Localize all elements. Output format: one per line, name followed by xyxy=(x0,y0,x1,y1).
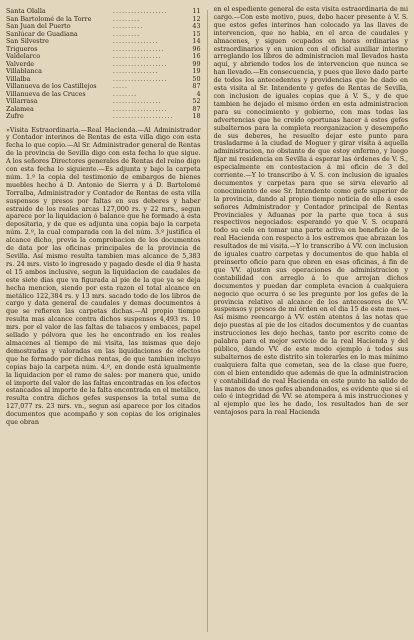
place-name: Valverde xyxy=(6,59,35,68)
place-name: San Silvestre xyxy=(6,37,49,45)
leader-dots: .................. xyxy=(112,60,168,68)
leader-dots: ......... xyxy=(112,15,141,23)
place-number: 52 xyxy=(192,97,201,105)
place-name: Santa Olalla xyxy=(6,7,46,15)
place-number: 50 xyxy=(192,74,201,83)
place-name: Villanueva de los Castillejos xyxy=(6,82,97,90)
place-row xyxy=(6,113,201,121)
place-number: 99 xyxy=(192,59,201,68)
column-divider xyxy=(207,10,208,632)
leader-dots: ..... xyxy=(112,83,129,90)
place-number: 18 xyxy=(192,112,201,120)
place-name: San Juan del Puerto xyxy=(6,22,71,30)
leader-dots: ........ xyxy=(112,90,138,98)
place-name: Valdelarco xyxy=(6,52,41,60)
place-row xyxy=(6,98,201,106)
place-name: San Bartolomé de la Torre xyxy=(6,14,92,23)
place-row xyxy=(6,106,201,114)
place-row xyxy=(6,53,201,61)
place-name: Zalamea xyxy=(6,104,34,113)
place-name: Villalba xyxy=(6,74,31,83)
leader-dots: ................. xyxy=(112,45,165,53)
place-number: 12 xyxy=(192,14,201,23)
leader-dots: ................ xyxy=(112,98,162,105)
place-row xyxy=(6,68,201,76)
place-number: 43 xyxy=(192,22,201,30)
leader-dots: ............... xyxy=(112,38,159,45)
place-name: Zufre xyxy=(6,112,24,120)
place-number: 19 xyxy=(192,67,201,75)
place-number: 87 xyxy=(192,82,201,90)
leader-dots: ......... xyxy=(112,30,141,38)
place-number: 87 xyxy=(192,104,201,113)
place-number: 15 xyxy=(192,29,201,38)
place-number: 11 xyxy=(192,7,201,15)
leader-dots: .................. xyxy=(112,8,168,15)
leader-dots: .................... xyxy=(112,113,174,120)
leader-dots: ................ xyxy=(112,53,162,60)
place-name: Sanlúcar de Guadiana xyxy=(6,29,78,38)
place-number: 96 xyxy=(192,44,201,53)
right-column xyxy=(214,6,409,636)
place-name: Villablanca xyxy=(6,67,42,75)
leader-dots: .................. xyxy=(112,75,168,83)
place-number: 14 xyxy=(192,37,201,45)
leader-dots: .................. xyxy=(112,105,168,113)
places-table xyxy=(6,8,201,121)
left-paragraph: »Visita Estraordinaria.—Real Hacienda.—Al Administrador y Contador interinos de Rentas de esta villa digo con esta fecha lo que copio.—Al Sr. Administrador general de Rentas de la provincia de Sevilla digo con esta fecha lo que sigue. A los señores Directores generales de Rentas del reino digo con esta fecha lo siguiente.—Es adjunta y bajo la carpeta núm. 1.º la copia del testimonio de embargos de bienes muebles hecho á D. Antonio de Sierra y á D. Bartolomé Torralba, Administrador y Contador de Rentas de esta villa suspensos y presos por faltas en sus deberes y haber estraido de los reales arcas 127,000 rs. y 22 mrs., segun aparece por la liquidacion ó balance que he formado á esta depositaria, y de que es adjunta una copia bajo la carpeta núm. 2.º, la cual comparada con la del núm. 3.º justifica el alcance dicho, previa la comprobacion de los documentos de data por las oficinas principales de la provincia de Sevilla. Así mismo resulta tambien mas alcance de 5,383 rs. 24 mrs. visto lo ingresado y pagado desde el dia 9 hasta el 15 ambos inclusive, segun la liquidacion de caudales de este siete dias que va figurada al pie de la que ya se deja hecha mencion, siendo por esta razon el total alcance en metálico 122,384 rs. y 13 mrs. sacado todo de los libros de cargo y data general de caudales y demas documentos á que se refieren las carpetas dichas.—Al propio tiempo resulta mas alcance contra dichos suspensos 4,493 rs. 10 mrs. por el valor de las faltas de tabacos y embaces, papel sellado y pólvora que les he encontrado en los reales almacenes al tiempo de mi visita, las mismas que dejo demostradas y valoradas en las liquidaciones de efectos que he formado por dichas rentas, de que tambien incluyo copias bajo la carpeta núm. 4.º, en donde está igualmente la liquidacion por el ramo de sales: por manera que, unido el importe del valor de las faltas encontradas en los efectos estancados al importe de la falta encontrada en el metálico, resulta contra dichos gefes suspensos la total suma de 127,077 rs. 23 mrs. vn., segun así aparece por los citados documentos que acompaño y son copias de los originales que obran xyxy=(6,125,201,427)
right-paragraph: en el espediente general de esta visita estraordinaria de mi cargo.—Con este motivo, pues, debo hacer presente á V. S. que estos gefes interinos han colocado ya las llaves de intervencion, que no habia, en el arca de caudales y almacenes, y siguen ocupados en horas ordinarias y estraordinarios y en union con el oficial auxiliar interino arreglando los libros de administracion mal llevados hasta aquí, y abriendo todos los de intervencion que nunca se han llevado.—En consecuencia, y pues que llevo dado parte de todos los antecedentes y providencias que he dado en esta visita al Sr. Intendente y gefes de Rentas de Sevilla, con inclusion de iguales copias que á V. S., y de que tambien he dejado el mismo órden en esta administracion para su conocimiento y gobierno, con mas todas las advertencias que he creido oportunas hacer á estos gefes subalternos para la completa reorganizacion y desempeño de sus deberes, he resuelto dejar este punto para trasladarme á la ciudad de Moguer y girar visita á aquella administracion, no obstante de que estoy enfermo, y luego fijar mi residencia en Sevilla á esperar las órdenes de V. S., especialmente en contestacion á mi oficio de 3 del corriente.—Y lo transcribo á V. S. con inclusion de iguales documentos y carpetas para que se sirva elevarlo al conocimiento de ese Sr. Intendente como gefe superior de la provincia, dando al propio tiempo noticia de ello á esos señores Administrador y Contador principal de Rentas Provinciales y Aduanas por la parte que toca á sus respectivos negociados: esperando yo que V. S. ocupará todo su celo en tomar una parte activa en beneficio de la real Hacienda con respecto á los estremos que abrazan los resultados de mi visita.—Y lo transcribo á VV. con inclusion de iguales cuatro carpetas y documentos de que habla el preinserto oficio para que obren en esas oficinas, á fin de que VV. ajusten sus operaciones de administracion y contabilidad con arreglo á lo que arrojan dichos documentos y puedan dar completa evacion á cualquiera negocio que ocurra ó se les pregunte por los gefes de la provincia relativo al alcance de los antecesores de VV. suspensos y presos de mi órden en el dia 15 de este mes.—Así mismo reencargo á VV. estén atentos á las notas que dejo puestas al pie de los citados documentos y de cuantas instrucciones les dejo hechas, tanto por escrito como de palabra para el mejor servicio de la real Hacienda y del público, dando VV. de este modo ejemplo á todos sus subalternos de este distrito sin tolerarles en lo mas mínimo cualquiera falta que cometan, sea de la clase que fuere, con el bien entendido que además de que la administracion y contabilidad de real Hacienda en este punto ha salido de las manos de unos gefes abandonados, es evidente que si el celo é integridad de VV. se atempera á mis instrucciones y al ejemplo que les he dado, los resultados han de ser ventajosos para la real Hacienda xyxy=(213,6,409,417)
place-name: Villanueva de las Cruces xyxy=(6,89,86,98)
place-number: 16 xyxy=(192,52,201,60)
left-column xyxy=(6,6,201,636)
leader-dots: .......... xyxy=(112,23,144,30)
leader-dots: ............... xyxy=(112,68,159,75)
place-number: 4 xyxy=(196,89,201,98)
place-name: Trigueros xyxy=(6,44,38,53)
place-name: Villarrasa xyxy=(6,97,38,105)
